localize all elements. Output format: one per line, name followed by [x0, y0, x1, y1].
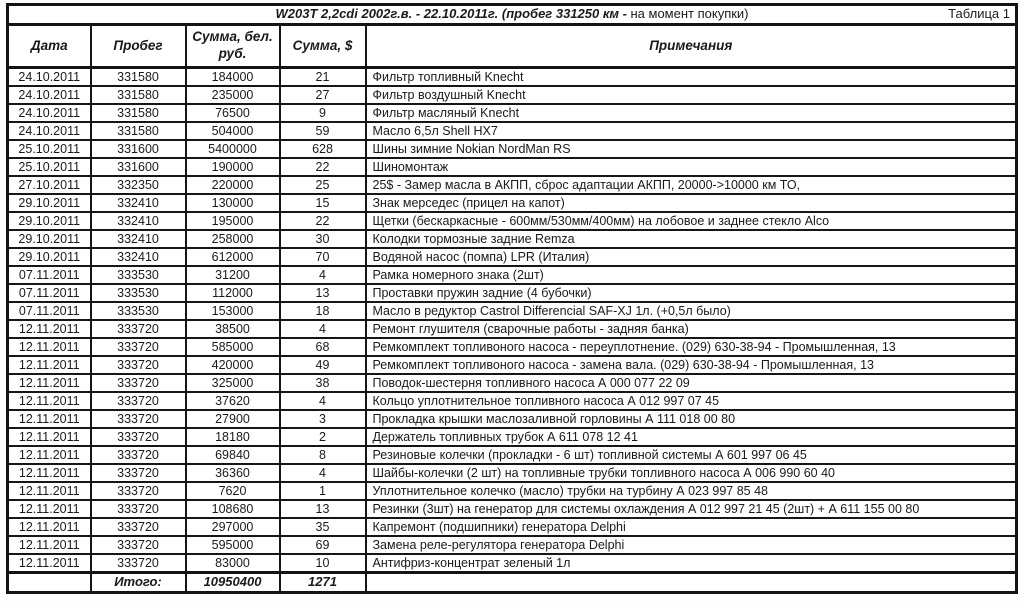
cell-date: 29.10.2011 — [8, 194, 91, 212]
cell-amount-byr: 420000 — [186, 356, 280, 374]
cell-note: Колодки тормозные задние Remza — [366, 230, 1017, 248]
cell-note: Шайбы-колечки (2 шт) на топливные трубки топливного насоса А 006 990 60 40 — [366, 464, 1017, 482]
cell-mileage: 331600 — [91, 140, 186, 158]
table-row — [8, 464, 1017, 482]
cell-note: Фильтр топливный Knecht — [366, 68, 1017, 87]
cell-mileage: 333720 — [91, 338, 186, 356]
table-body — [8, 68, 1017, 573]
cell-amount-usd: 49 — [280, 356, 366, 374]
table-title — [15, 7, 1009, 22]
cell-date: 12.11.2011 — [8, 428, 91, 446]
table-row — [8, 338, 1017, 356]
table-row — [8, 554, 1017, 573]
cell-amount-usd: 30 — [280, 230, 366, 248]
table-number-label: Таблица 1 — [948, 6, 1010, 21]
table-row — [8, 176, 1017, 194]
cell-mileage: 333720 — [91, 482, 186, 500]
cell-note: 25$ - Замер масла в АКПП, сброс адаптации АКПП, 20000->10000 км ТО, — [366, 176, 1017, 194]
car-title-text: W203T 2,2cdi 2002г.в. - 22.10.2011г. (пробег 331250 км - — [275, 6, 627, 22]
table-row — [8, 428, 1017, 446]
cell-amount-usd: 9 — [280, 104, 366, 122]
column-header-notes: Примечания — [366, 25, 1017, 68]
cell-mileage: 331600 — [91, 158, 186, 176]
cell-date: 12.11.2011 — [8, 536, 91, 554]
cell-date: 12.11.2011 — [8, 446, 91, 464]
cell-mileage: 333720 — [91, 392, 186, 410]
cell-amount-byr: 325000 — [186, 374, 280, 392]
cell-note: Фильтр масляный Knecht — [366, 104, 1017, 122]
cell-note: Антифриз-концентрат зеленый 1л — [366, 554, 1017, 573]
cell-amount-usd: 628 — [280, 140, 366, 158]
table-row — [8, 320, 1017, 338]
table-title-row — [8, 5, 1017, 25]
cell-amount-byr: 258000 — [186, 230, 280, 248]
table-row — [8, 248, 1017, 266]
cell-amount-byr: 69840 — [186, 446, 280, 464]
total-amount-usd: 1271 — [280, 573, 366, 593]
cell-amount-usd: 27 — [280, 86, 366, 104]
cell-amount-byr: 297000 — [186, 518, 280, 536]
cell-mileage: 332410 — [91, 248, 186, 266]
table-row — [8, 392, 1017, 410]
cell-date: 24.10.2011 — [8, 68, 91, 87]
cell-note: Водяной насос (помпа) LPR (Италия) — [366, 248, 1017, 266]
cell-date: 25.10.2011 — [8, 158, 91, 176]
cell-date: 12.11.2011 — [8, 374, 91, 392]
table-row — [8, 140, 1017, 158]
cell-mileage: 332350 — [91, 176, 186, 194]
column-header-amount-usd: Сумма, $ — [280, 25, 366, 68]
total-row — [8, 573, 1017, 593]
table-row — [8, 518, 1017, 536]
cell-amount-byr: 36360 — [186, 464, 280, 482]
table-row — [8, 68, 1017, 87]
cell-amount-byr: 5400000 — [186, 140, 280, 158]
table-row — [8, 194, 1017, 212]
cell-note: Замена реле-регулятора генератора Delphi — [366, 536, 1017, 554]
cell-note: Знак мерседес (прицел на капот) — [366, 194, 1017, 212]
cell-amount-byr: 108680 — [186, 500, 280, 518]
cell-amount-usd: 4 — [280, 320, 366, 338]
cell-note: Кольцо уплотнительное топливного насоса А 012 997 07 45 — [366, 392, 1017, 410]
cell-note: Поводок-шестерня топливного насоса А 000 077 22 09 — [366, 374, 1017, 392]
cell-mileage: 333720 — [91, 410, 186, 428]
cell-date: 29.10.2011 — [8, 248, 91, 266]
cell-amount-byr: 18180 — [186, 428, 280, 446]
table-row — [8, 446, 1017, 464]
cell-mileage: 333720 — [91, 464, 186, 482]
cell-mileage: 331580 — [91, 122, 186, 140]
cell-amount-byr: 31200 — [186, 266, 280, 284]
cell-mileage: 331580 — [91, 68, 186, 87]
total-label: Итого: — [91, 573, 186, 593]
cell-amount-byr: 27900 — [186, 410, 280, 428]
cell-note: Прокладка крышки маслозаливной горловины А 111 018 00 80 — [366, 410, 1017, 428]
cell-date: 12.11.2011 — [8, 518, 91, 536]
cell-mileage: 332410 — [91, 212, 186, 230]
cell-note: Шины зимние Nokian NordMan RS — [366, 140, 1017, 158]
cell-amount-byr: 595000 — [186, 536, 280, 554]
cell-date: 24.10.2011 — [8, 122, 91, 140]
column-header-amount-byr: Сумма, бел. руб. — [186, 25, 280, 68]
cell-mileage: 333530 — [91, 266, 186, 284]
cell-date: 07.11.2011 — [8, 284, 91, 302]
cell-amount-byr: 38500 — [186, 320, 280, 338]
cell-amount-usd: 3 — [280, 410, 366, 428]
table-row — [8, 158, 1017, 176]
cell-note: Уплотнительное колечко (масло) трубки на турбину А 023 997 85 48 — [366, 482, 1017, 500]
cell-date: 24.10.2011 — [8, 104, 91, 122]
cell-mileage: 333720 — [91, 518, 186, 536]
cell-date: 12.11.2011 — [8, 392, 91, 410]
cell-note: Щетки (бескаркасные - 600мм/530мм/400мм) на лобовое и заднее стекло Alco — [366, 212, 1017, 230]
cell-note: Ремкомплект топливоного насоса - замена вала. (029) 630-38-94 - Промышленная, 13 — [366, 356, 1017, 374]
cell-date: 12.11.2011 — [8, 500, 91, 518]
maintenance-table — [6, 3, 1018, 594]
cell-amount-usd: 25 — [280, 176, 366, 194]
table-row — [8, 212, 1017, 230]
cell-amount-usd: 2 — [280, 428, 366, 446]
table-row — [8, 482, 1017, 500]
cell-amount-byr: 83000 — [186, 554, 280, 573]
cell-note: Фильтр воздушный Knecht — [366, 86, 1017, 104]
cell-amount-usd: 59 — [280, 122, 366, 140]
cell-mileage: 333720 — [91, 500, 186, 518]
cell-amount-usd: 10 — [280, 554, 366, 573]
cell-amount-usd: 35 — [280, 518, 366, 536]
cell-amount-byr: 585000 — [186, 338, 280, 356]
total-amount-byr: 10950400 — [186, 573, 280, 593]
cell-date: 24.10.2011 — [8, 86, 91, 104]
table-row — [8, 284, 1017, 302]
cell-mileage: 333720 — [91, 428, 186, 446]
cell-amount-byr: 130000 — [186, 194, 280, 212]
cell-amount-usd: 69 — [280, 536, 366, 554]
cell-amount-usd: 15 — [280, 194, 366, 212]
cell-amount-byr: 612000 — [186, 248, 280, 266]
cell-note: Ремкомплект топливоного насоса - переуплотнение. (029) 630-38-94 - Промышленная, 13 — [366, 338, 1017, 356]
cell-mileage: 332410 — [91, 194, 186, 212]
cell-amount-usd: 4 — [280, 464, 366, 482]
cell-amount-usd: 4 — [280, 392, 366, 410]
cell-mileage: 333530 — [91, 302, 186, 320]
cell-mileage: 331580 — [91, 104, 186, 122]
cell-amount-byr: 76500 — [186, 104, 280, 122]
table-header-row — [8, 25, 1017, 68]
cell-amount-usd: 70 — [280, 248, 366, 266]
column-header-date: Дата — [8, 25, 91, 68]
cell-amount-usd: 13 — [280, 500, 366, 518]
cell-date: 07.11.2011 — [8, 266, 91, 284]
total-notes-empty-cell — [366, 573, 1017, 593]
cell-amount-usd: 22 — [280, 212, 366, 230]
cell-mileage: 333720 — [91, 536, 186, 554]
table-row — [8, 230, 1017, 248]
table-row — [8, 122, 1017, 140]
total-empty-cell — [8, 573, 91, 593]
cell-note: Ремонт глушителя (сварочные работы - задняя банка) — [366, 320, 1017, 338]
cell-mileage: 333720 — [91, 446, 186, 464]
cell-amount-usd: 13 — [280, 284, 366, 302]
cell-note: Капремонт (подшипники) генератора Delphi — [366, 518, 1017, 536]
table-row — [8, 302, 1017, 320]
cell-note: Держатель топливных трубок А 611 078 12 41 — [366, 428, 1017, 446]
cell-amount-byr: 153000 — [186, 302, 280, 320]
cell-note: Масло 6,5л Shell HX7 — [366, 122, 1017, 140]
table-title-cell — [8, 5, 1017, 25]
cell-note: Резиновые колечки (прокладки - 6 шт) топливной системы А 601 997 06 45 — [366, 446, 1017, 464]
cell-amount-byr: 220000 — [186, 176, 280, 194]
cell-amount-usd: 38 — [280, 374, 366, 392]
table-row — [8, 374, 1017, 392]
cell-date: 07.11.2011 — [8, 302, 91, 320]
cell-note: Шиномонтаж — [366, 158, 1017, 176]
cell-mileage: 331580 — [91, 86, 186, 104]
cell-mileage: 332410 — [91, 230, 186, 248]
cell-mileage: 333720 — [91, 356, 186, 374]
table-row — [8, 266, 1017, 284]
table-row — [8, 536, 1017, 554]
cell-amount-byr: 190000 — [186, 158, 280, 176]
cell-date: 12.11.2011 — [8, 554, 91, 573]
table-row — [8, 86, 1017, 104]
cell-amount-byr: 37620 — [186, 392, 280, 410]
cell-date: 12.11.2011 — [8, 482, 91, 500]
cell-amount-byr: 504000 — [186, 122, 280, 140]
cell-date: 29.10.2011 — [8, 230, 91, 248]
cell-note: Резинки (3шт) на генератор для системы охлаждения А 012 997 21 45 (2шт) + А 611 155 00 80 — [366, 500, 1017, 518]
cell-amount-usd: 21 — [280, 68, 366, 87]
table-row — [8, 500, 1017, 518]
cell-date: 12.11.2011 — [8, 338, 91, 356]
table-row — [8, 356, 1017, 374]
cell-amount-usd: 1 — [280, 482, 366, 500]
cell-date: 27.10.2011 — [8, 176, 91, 194]
cell-date: 12.11.2011 — [8, 356, 91, 374]
cell-mileage: 333720 — [91, 320, 186, 338]
table-row — [8, 410, 1017, 428]
cell-amount-usd: 68 — [280, 338, 366, 356]
cell-amount-byr: 184000 — [186, 68, 280, 87]
cell-date: 25.10.2011 — [8, 140, 91, 158]
cell-amount-byr: 7620 — [186, 482, 280, 500]
cell-amount-byr: 195000 — [186, 212, 280, 230]
cell-note: Проставки пружин задние (4 бубочки) — [366, 284, 1017, 302]
cell-mileage: 333720 — [91, 554, 186, 573]
cell-date: 29.10.2011 — [8, 212, 91, 230]
cell-mileage: 333720 — [91, 374, 186, 392]
cell-note: Рамка номерного знака (2шт) — [366, 266, 1017, 284]
cell-amount-byr: 235000 — [186, 86, 280, 104]
cell-mileage: 333530 — [91, 284, 186, 302]
cell-amount-usd: 8 — [280, 446, 366, 464]
cell-amount-usd: 22 — [280, 158, 366, 176]
cell-amount-usd: 18 — [280, 302, 366, 320]
car-title-suffix: на момент покупки) — [630, 6, 749, 22]
cell-date: 12.11.2011 — [8, 320, 91, 338]
column-header-mileage: Пробег — [91, 25, 186, 68]
cell-date: 12.11.2011 — [8, 410, 91, 428]
cell-date: 12.11.2011 — [8, 464, 91, 482]
table-row — [8, 104, 1017, 122]
cell-note: Масло в редуктор Castrol Differencial SAF-XJ 1л. (+0,5л было) — [366, 302, 1017, 320]
cell-amount-byr: 112000 — [186, 284, 280, 302]
cell-amount-usd: 4 — [280, 266, 366, 284]
